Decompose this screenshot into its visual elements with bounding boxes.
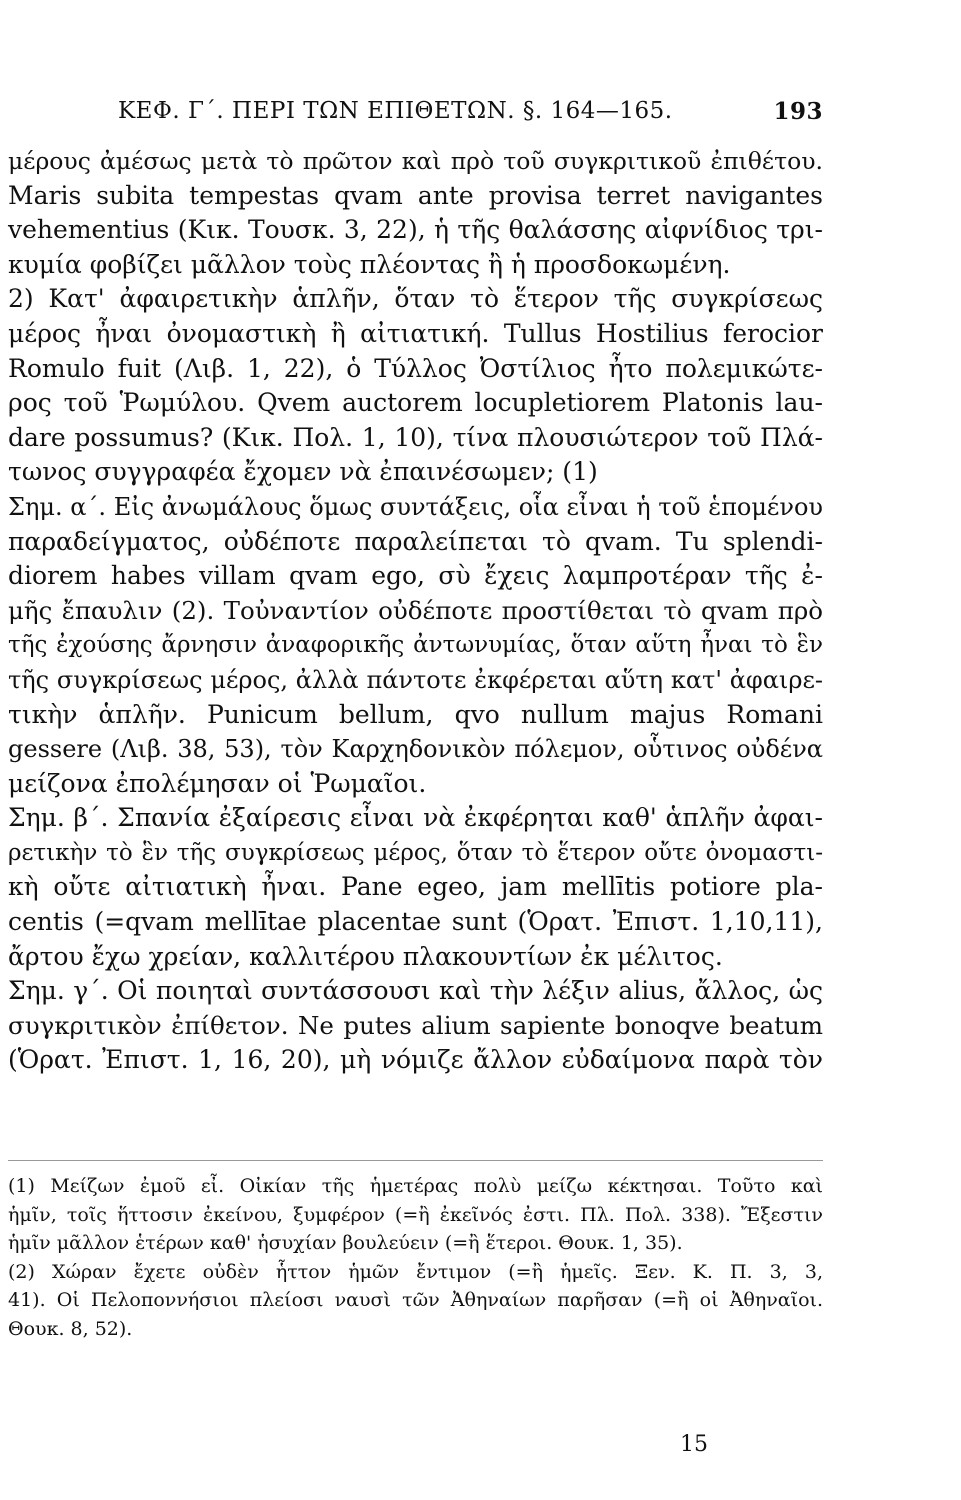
footnote-line: 41). Οἱ Πελοποννήσιοι πλείοσι ναυσὶ τῶν Ἀθηναίων παρῆσαν (=ἢ οἱ Ἀθηναῖοι. xyxy=(8,1289,823,1311)
text-line: Romulo fuit (Λιβ. 1, 22), ὁ Τύλλος Ὀστίλιος ἦτο πολεμικώτε- xyxy=(8,353,823,383)
text-line: Σημ. β΄. Σπανία ἐξαίρεσις εἶναι νὰ ἐκφέρηται καθ' ἁπλῆν ἀφαι- xyxy=(8,803,823,833)
text-line: vehementius (Κικ. Τουσκ. 3, 22), ἡ τῆς θαλάσσης αἰφνίδιος τρι- xyxy=(8,215,823,245)
page-number: 193 xyxy=(773,98,823,125)
text-line: diorem habes villam qvam ego, σὺ ἔχεις λαμπροτέραν τῆς ἐ- xyxy=(8,561,823,591)
text-line: κυμία φοβίζει μᾶλλον τοὺς πλέοντας ἢ ἡ προσδοκωμένη. xyxy=(8,249,731,279)
text-line: μέρος ἦναι ὀνομαστικὴ ἢ αἰτιατική. Tullus Hostilius ferocior xyxy=(8,318,823,348)
main-text xyxy=(8,144,823,1078)
text-line: gessere (Λιβ. 38, 53), τὸν Καρχηδονικὸν πόλεμον, οὗτινος οὐδένα xyxy=(8,735,823,764)
footnote-line: (1) Μείζων ἐμοῦ εἶ. Οἰκίαν τῆς ἡμετέρας πολὺ μείζω κέκτησαι. Τοῦτο καὶ xyxy=(8,1175,823,1197)
text-line: ρος τοῦ Ῥωμύλου. Qvem auctorem locupletiorem Platonis lau- xyxy=(8,388,823,418)
footnote-line: ἡμῖν μᾶλλον ἑτέρων καθ' ἡσυχίαν βουλεύειν (=ἢ ἕτεροι. Θουκ. 1, 35). xyxy=(8,1232,683,1254)
text-line: μέρους ἀμέσως μετὰ τὸ πρῶτον καὶ πρὸ τοῦ συγκριτικοῦ ἐπιθέτου. xyxy=(8,147,823,175)
text-line: μείζονα ἐπολέμησαν οἱ Ῥωμαῖοι. xyxy=(8,768,427,798)
text-line: Maris subita tempestas qvam ante provisa terret navigantes xyxy=(8,180,823,210)
text-line: τωνος συγγραφέα ἔχομεν νὰ ἐπαινέσωμεν; (1) xyxy=(8,457,598,487)
signature-mark: 15 xyxy=(680,1432,708,1457)
text-line: Σημ. γ΄. Οἱ ποιηταὶ συντάσσουσι καὶ τὴν λέξιν alius, ἄλλος, ὡς xyxy=(8,976,823,1006)
footnote-line: ἡμῖν, τοῖς ἥττοσιν ἐκείνου, ξυμφέρον (=ἢ ἐκεῖνός ἐστι. Πλ. Πολ. 338). Ἔξεστιν xyxy=(8,1203,823,1226)
running-title: ΚΕΦ. Γ΄. ΠΕΡΙ ΤΩΝ ΕΠΙΘΕΤΩΝ. §. 164—165. xyxy=(118,98,673,124)
text-line: παραδείγματος, οὐδέποτε παραλείπεται τὸ qvam. Tu splendi- xyxy=(8,526,823,556)
text-line: μῆς ἔπαυλιν (2). Τοὐναντίον οὐδέποτε προστίθεται τὸ qvam πρὸ xyxy=(8,595,823,625)
text-line: ἄρτου ἔχω χρείαν, καλλιτέρου πλακουντίων ἐκ μέλιτος. xyxy=(8,941,723,971)
footnotes xyxy=(8,1172,823,1343)
text-line: centis (=qvam mellītae placentae sunt (Ὁρατ. Ἐπιστ. 1,10,11), xyxy=(8,907,823,937)
text-line: (Ὁρατ. Ἐπιστ. 1, 16, 20), μὴ νόμιζε ἄλλον εὐδαίμονα παρὰ τὸν xyxy=(8,1045,823,1075)
text-line: τικὴν ἁπλῆν. Punicum bellum, qvo nullum majus Romani xyxy=(8,699,823,729)
text-line: τῆς ἐχούσης ἄρνησιν ἀναφορικῆς ἀντωνυμίας, ὅταν αὕτη ἦναι τὸ ἓν xyxy=(8,632,823,659)
text-line: ρετικὴν τὸ ἓν τῆς συγκρίσεως μέρος, ὅταν τὸ ἕτερον οὔτε ὀνομαστι- xyxy=(8,839,823,866)
footnote-divider xyxy=(8,1160,823,1161)
text-line: κὴ οὔτε αἰτιατικὴ ἦναι. Pane egeo, jam mellītis potiore pla- xyxy=(8,872,823,902)
text-line: συγκριτικὸν ἐπίθετον. Ne putes alium sapiente bonoqve beatum xyxy=(8,1010,823,1040)
text-line: Σημ. α΄. Εἰς ἀνωμάλους ὅμως συντάξεις, οἷα εἶναι ἡ τοῦ ἑπομένου xyxy=(8,492,823,521)
text-line: dare possumus? (Κικ. Πολ. 1, 10), τίνα πλουσιώτερον τοῦ Πλά- xyxy=(8,422,823,452)
text-line: 2) Κατ' ἀφαιρετικὴν ἁπλῆν, ὅταν τὸ ἕτερον τῆς συγκρίσεως xyxy=(8,284,823,314)
text-line: τῆς συγκρίσεως μέρος, ἀλλὰ πάντοτε ἐκφέρεται αὕτη κατ' ἀφαιρε- xyxy=(8,665,823,694)
footnote-line: Θουκ. 8, 52). xyxy=(8,1317,133,1340)
footnote-line: (2) Χώραν ἔχετε οὐδὲν ἧττον ἡμῶν ἔντιμον (=ἢ ἡμεῖς. Ξεν. Κ. Π. 3, 3, xyxy=(8,1260,823,1283)
running-header xyxy=(118,98,823,125)
